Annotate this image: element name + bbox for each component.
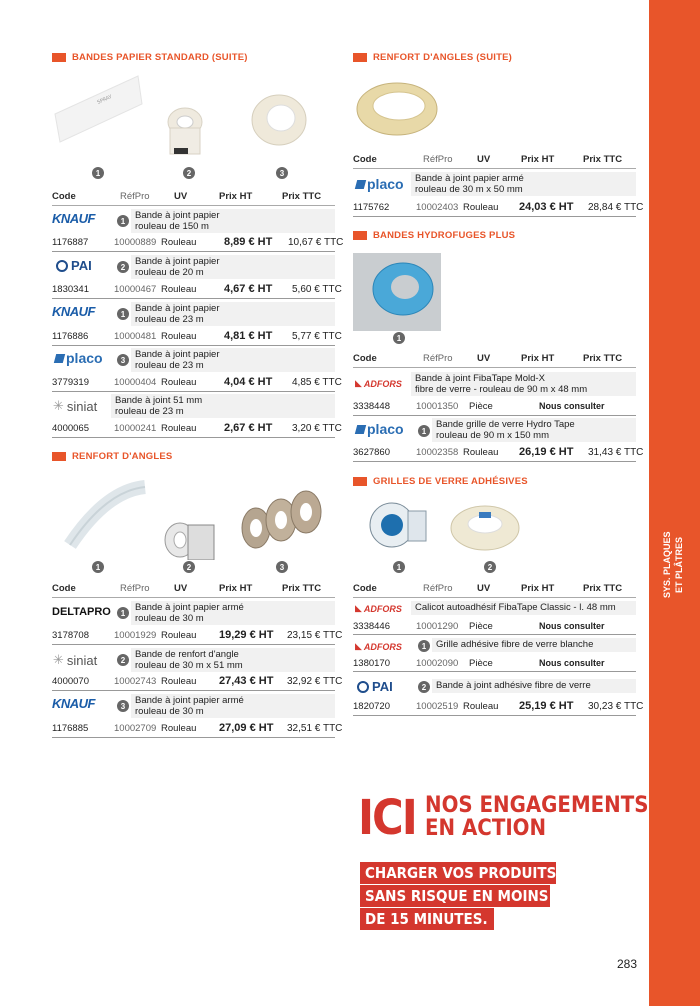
brand-logo-adfors: ◣ ADFORS	[355, 641, 402, 652]
image-badge-1: 1	[92, 167, 104, 179]
row-badge: 3	[117, 354, 129, 366]
brand-logo-siniat: ✳ siniat	[53, 652, 98, 668]
brand-logo-deltapro: DELTAPRO	[52, 606, 111, 618]
product-image-blue-tape	[353, 253, 441, 331]
image-badge-3: 3	[276, 561, 288, 573]
side-tab-label: SYS. PLAQUES ET PLÂTRES	[662, 531, 684, 599]
product-image-mesh-roll-blue	[362, 497, 432, 552]
side-tab	[649, 0, 700, 1006]
product-image-angle-tape	[60, 475, 150, 555]
brand-logo-placo: placo	[55, 350, 103, 366]
product-image-angle-roll-beige	[355, 74, 440, 144]
brand-logo-knauf: KNAUF	[52, 304, 95, 319]
brand-logo-siniat: ✳ siniat	[53, 398, 98, 414]
image-badge-2: 2	[183, 561, 195, 573]
row-divider	[353, 715, 636, 716]
row-divider	[52, 644, 335, 645]
section-title-grilles-verre: GRILLES DE VERRE ADHÉSIVES	[353, 476, 528, 487]
product-image-angle-roll	[158, 505, 218, 560]
brand-logo-pai: PAI	[56, 258, 92, 273]
row-divider	[353, 461, 636, 462]
row-divider	[52, 437, 335, 438]
product-image-mesh-roll-white	[449, 500, 521, 555]
header-divider	[353, 597, 636, 598]
image-badge-1: 1	[393, 561, 405, 573]
promo-line: DE 15 MINUTES.	[360, 908, 494, 930]
page-number: 283	[617, 957, 638, 971]
header-divider	[52, 205, 335, 206]
brand-logo-placo: placo	[356, 176, 404, 192]
image-badge-2: 2	[183, 167, 195, 179]
section-title-bandes-papier: BANDES PAPIER STANDARD (SUITE)	[52, 52, 248, 63]
brand-logo-knauf: KNAUF	[52, 211, 95, 226]
row-divider	[353, 415, 636, 416]
section-title-bandes-hydrofuges: BANDES HYDROFUGES PLUS	[353, 230, 515, 241]
section-title-renfort-angles-suite: RENFORT D'ANGLES (SUITE)	[353, 52, 512, 63]
row-badge: 1	[117, 308, 129, 320]
brand-logo-adfors: ◣ ADFORS	[355, 603, 402, 614]
row-badge: 2	[117, 654, 129, 666]
row-badge: 2	[418, 681, 430, 693]
row-badge: 3	[117, 700, 129, 712]
brand-logo-adfors: ◣ ADFORS	[355, 378, 402, 389]
header-divider	[353, 168, 636, 169]
row-divider	[353, 634, 636, 635]
table-header: Code RéfPro UV Prix HT Prix TTC	[353, 154, 623, 165]
image-badge-2: 2	[484, 561, 496, 573]
image-badge-1: 1	[92, 561, 104, 573]
row-divider	[52, 690, 335, 691]
table-header: Code RéfPro UV Prix HT Prix TTC	[353, 583, 623, 594]
row-badge: 1	[418, 425, 430, 437]
header-divider	[52, 597, 335, 598]
svg-text:SPRAY: SPRAY	[96, 94, 114, 106]
row-badge: 2	[117, 261, 129, 273]
row-divider	[52, 345, 335, 346]
header-divider	[353, 367, 636, 368]
ici-logo-text: ICI	[358, 790, 416, 846]
row-divider	[353, 671, 636, 672]
product-image-tape-sheet	[50, 74, 145, 144]
brand-logo-knauf: KNAUF	[52, 696, 95, 711]
brand-logo-placo: placo	[356, 421, 404, 437]
section-title-renfort-angles: RENFORT D'ANGLES	[52, 451, 172, 462]
promo-line: SANS RISQUE EN MOINS	[360, 885, 550, 907]
product-image-tape-roll-small	[160, 100, 210, 160]
product-image-tape-roll-large	[248, 88, 310, 148]
product-image-angle-rolls-brown	[236, 488, 326, 558]
row-divider	[52, 298, 335, 299]
table-header: Code RéfPro UV Prix HT Prix TTC	[52, 583, 322, 594]
row-divider	[52, 737, 335, 738]
row-badge: 1	[117, 607, 129, 619]
table-header: Code RéfPro UV Prix HT Prix TTC	[52, 191, 322, 202]
row-badge: 1	[117, 215, 129, 227]
row-divider	[353, 216, 636, 217]
row-badge: 1	[418, 640, 430, 652]
promo-line: CHARGER VOS PRODUITS	[360, 862, 556, 884]
brand-logo-pai: PAI	[357, 679, 393, 694]
table-header: Code RéfPro UV Prix HT Prix TTC	[353, 353, 623, 364]
image-badge-3: 3	[276, 167, 288, 179]
row-divider	[52, 391, 335, 392]
row-divider	[52, 251, 335, 252]
image-badge-1: 1	[393, 332, 405, 344]
